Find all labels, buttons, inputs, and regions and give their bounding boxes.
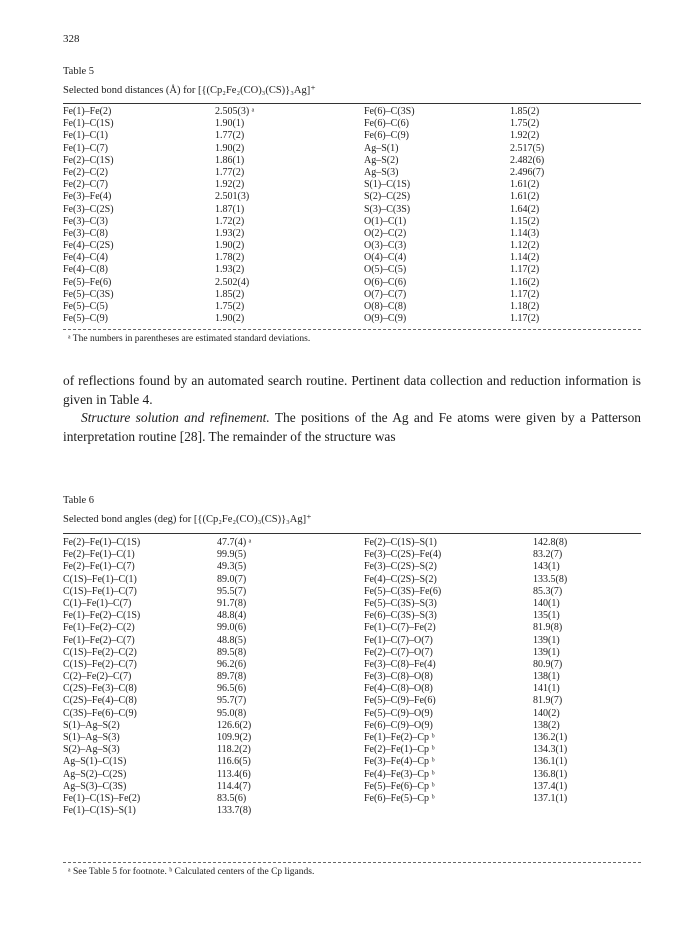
table5-cell: 1.77(2) [215,130,245,142]
table5-cell: 1.61(2) [510,179,540,191]
table6-cell: 91.7(8) [217,597,247,609]
table5-bottom-rule [63,329,641,330]
table6-row [63,659,641,671]
table5-cell: Fe(1)–C(1) [63,130,108,142]
table5-cell: Fe(1)–C(7) [63,142,108,154]
table5-cell: 2.501(3) [215,191,250,203]
table5-cell: 1.61(2) [510,191,540,203]
table5-cell: Ag–S(2) [364,154,399,166]
table6-row [63,781,641,793]
table6-cell: 118.2(2) [217,744,251,756]
table6-cell: Fe(2)–C(7)–O(7) [364,646,433,658]
table6-row [63,756,641,768]
table6-cell: Ag–S(1)–C(1S) [63,756,127,768]
table6-cell: C(2S)–Fe(4)–C(8) [63,695,137,707]
table6-row [63,695,641,707]
table6-cell: 135(1) [533,610,560,622]
table6-cell: 136.2(1) [533,732,568,743]
table5-footnote: ᵃ The numbers in parentheses are estimated standard deviations. [68,334,311,344]
table6-cell: 113.4(6) [217,768,251,780]
table6-cell: Fe(3)–C(2S)–Fe(4) [364,549,442,561]
table6-cell: Fe(5)–C(9)–O(9) [364,707,433,719]
table5-cell: O(5)–C(5) [364,264,407,276]
body-text [63,372,641,446]
table5-cell: 1.87(1) [215,203,245,215]
table5-cell: 1.92(2) [215,179,245,191]
table6-cell: Fe(1)–Fe(2)–Cp ᵇ [364,732,435,743]
table6-cell: Fe(2)–C(1S)–S(1) [364,537,437,548]
table6-row [63,574,641,586]
table6-cell: Fe(2)–Fe(1)–Cp ᵇ [364,744,435,756]
table5-row [63,313,641,325]
table6-cell: 96.5(6) [217,683,247,695]
table5-cell: O(1)–C(1) [364,215,407,227]
table6-cell: Fe(5)–Fe(6)–Cp ᵇ [364,780,435,792]
table5-row [63,216,641,228]
table6-cell: C(2S)–Fe(3)–C(8) [63,683,137,695]
table6-cell: 95.7(7) [217,695,247,707]
table6-cell: C(3S)–Fe(6)–C(9) [63,707,137,719]
table5-cell: Ag–S(3) [364,166,399,178]
table6-cell: Fe(6)–C(9)–O(9) [364,719,433,731]
table5-row [63,240,641,252]
table6-cell: 138(2) [533,719,560,731]
table6-cell: S(2)–Ag–S(3) [63,744,120,756]
table6-cell: Fe(1)–Fe(2)–C(2) [63,622,135,634]
table5-cell: 1.92(2) [510,130,540,142]
table5-label: Table 5 [63,66,95,77]
body-paragraph-2 [63,409,641,446]
table6-cell: Fe(5)–C(3S)–Fe(6) [364,585,442,597]
table6-row [63,549,641,561]
table6-cell: 89.7(8) [217,671,247,683]
table5-cell: 1.17(2) [510,264,540,276]
table5-cell: 1.93(2) [215,264,245,276]
table5-cell: Fe(3)–C(8) [63,227,108,239]
table6-row [63,769,641,781]
table6-cell: 114.4(7) [217,780,251,792]
table5-cell: Fe(6)–C(3S) [364,106,415,117]
table5-top-rule [63,103,641,104]
table5-cell: 1.86(1) [215,154,245,166]
table5-cell: Fe(2)–C(2) [63,166,108,178]
table6-row [63,720,641,732]
table6-cell: 133.7(8) [217,805,252,817]
table6-cell: 83.2(7) [533,549,563,561]
paragraph-text: The positions of the Ag and Fe atoms were given by a Patterson interpretation routine [28]. The remainder of the structure was [63,410,641,444]
table5-cell: Fe(2)–C(1S) [63,154,114,166]
table6-cell: Fe(1)–Fe(2)–C(7) [63,634,135,646]
table5-cell: O(9)–C(9) [364,313,407,325]
table5-row [63,191,641,203]
table6-cell: Fe(3)–C(8)–Fe(4) [364,658,436,670]
table6-cell: 116.6(5) [217,756,251,768]
table5-row [63,204,641,216]
table5-row [63,118,641,130]
table6-row [63,744,641,756]
table5-cell: 1.90(2) [215,240,245,252]
table6-cell: Fe(2)–Fe(1)–C(7) [63,561,135,573]
table6-cell: 140(1) [533,597,560,609]
table6-cell: 109.9(2) [217,732,252,743]
table6-cell: 136.8(1) [533,768,568,780]
table6-top-rule [63,533,641,534]
table5-row [63,228,641,240]
table6-cell: 80.9(7) [533,658,563,670]
table6-cell: 142.8(8) [533,537,568,548]
table6-bottom-rule [63,862,641,863]
table5-row [63,179,641,191]
table6-row [63,610,641,622]
table5-cell: 2.502(4) [215,276,250,288]
table5-cell: S(2)–C(2S) [364,191,411,203]
table5-cell: 1.90(2) [215,313,245,325]
table6-cell: 89.0(7) [217,573,247,585]
table5-cell: 1.14(2) [510,252,540,264]
table6-cell: Fe(6)–C(3S)–S(3) [364,610,437,622]
table6-row [63,537,641,549]
table6-cell: Fe(6)–Fe(5)–Cp ᵇ [364,792,435,804]
table5-cell: Fe(3)–C(3) [63,215,108,227]
table5-row [63,277,641,289]
table6-cell: Fe(3)–C(2S)–S(2) [364,561,437,573]
table5-row [63,252,641,264]
table6-cell: Fe(2)–Fe(1)–C(1) [63,549,135,561]
table6-cell: 48.8(5) [217,634,247,646]
table6-cell: Fe(2)–Fe(1)–C(1S) [63,537,141,548]
table5-cell: Fe(6)–C(6) [364,118,409,130]
table5-cell: Fe(5)–C(9) [63,313,108,325]
table5-cell: Fe(5)–Fe(6) [63,276,112,288]
table5-cell: Fe(4)–C(8) [63,264,108,276]
table6-cell: 96.2(6) [217,658,247,670]
table6-cell: Fe(1)–C(7)–Fe(2) [364,622,436,634]
table6-row [63,793,641,805]
table5-row [63,167,641,179]
table6-cell: 83.5(6) [217,792,247,804]
table5-cell: 1.14(3) [510,227,540,239]
table6-cell: Fe(5)–C(3S)–S(3) [364,597,437,609]
table6-cell: 99.9(5) [217,549,247,561]
table6-cell: Ag–S(3)–C(3S) [63,780,127,792]
table5-row [63,301,641,313]
table5-cell: Fe(5)–C(3S) [63,288,114,300]
table6-cell: Fe(1)–C(1S)–Fe(2) [63,792,141,804]
table6-cell: 99.0(6) [217,622,247,634]
table5-cell: S(3)–C(3S) [364,203,411,215]
table6-body [63,537,641,817]
section-heading: Structure solution and refinement. [81,410,270,425]
table6-cell: Fe(4)–Fe(3)–Cp ᵇ [364,768,435,780]
table6-row [63,635,641,647]
table6-row [63,586,641,598]
table5-row [63,155,641,167]
table5-row [63,289,641,301]
table5-cell: 1.75(2) [510,118,540,130]
table5-cell: O(6)–C(6) [364,276,407,288]
table5-cell: 1.85(2) [510,106,540,117]
table5-cell: Fe(4)–C(4) [63,252,108,264]
table6-cell: C(1S)–Fe(2)–C(2) [63,646,137,658]
table5-cell: 1.72(2) [215,215,245,227]
table5-cell: O(8)–C(8) [364,301,407,312]
table6-cell: Fe(4)–C(2S)–S(2) [364,573,437,585]
table5-cell: 1.16(2) [510,276,540,288]
table5-cell: 1.93(2) [215,227,245,239]
table5-cell: Fe(3)–Fe(4) [63,191,112,203]
table6-cell: 138(1) [533,671,560,683]
table6-cell: 49.3(5) [217,561,247,573]
table5-cell: 1.12(2) [510,240,540,252]
table6-row [63,683,641,695]
table6-cell: Fe(3)–Fe(4)–Cp ᵇ [364,756,435,768]
table6-cell: 139(1) [533,646,560,658]
table6-cell: 81.9(7) [533,695,563,707]
table6-cell: 95.0(8) [217,707,247,719]
table5-cell: 1.64(2) [510,203,540,215]
table6-cell: 143(1) [533,561,560,573]
table5-cell: Fe(5)–C(5) [63,301,108,312]
table5-cell: 1.17(2) [510,288,540,300]
table6-cell: C(1)–Fe(1)–C(7) [63,597,132,609]
table6-cell: C(1S)–Fe(1)–C(7) [63,585,137,597]
table5-cell: 1.18(2) [510,301,540,312]
table6-cell: C(1S)–Fe(2)–C(7) [63,658,137,670]
table6-cell: S(1)–Ag–S(2) [63,719,120,731]
table6-cell: 139(1) [533,634,560,646]
table6-cell: 48.8(4) [217,610,247,622]
table6-cell: C(2)–Fe(2)–C(7) [63,671,132,683]
table5-cell: Fe(4)–C(2S) [63,240,114,252]
table6-row [63,598,641,610]
table6-cell: S(1)–Ag–S(3) [63,732,120,743]
table5-cell: 2.496(7) [510,166,545,178]
table5-cell: Fe(1)–Fe(2) [63,106,112,117]
table6-cell: 81.9(8) [533,622,563,634]
table6-cell: Fe(1)–C(7)–O(7) [364,634,433,646]
body-paragraph-1: of reflections found by an automated search routine. Pertinent data collection and reduction information is given in Table 4. [63,373,641,407]
table6-footnote: ᵃ See Table 5 for footnote. ᵇ Calculated centers of the Cp ligands. [68,867,315,877]
table6-cell: 137.1(1) [533,792,568,804]
table5-cell: 1.77(2) [215,166,245,178]
table6-row [63,647,641,659]
page-number: 328 [63,33,80,45]
table5-caption: Selected bond distances (Å) for [{(Cp₂Fe₂(CO)₃(CS)}₃Ag]⁺ [63,85,316,96]
table5-cell: 2.517(5) [510,142,545,154]
table5-cell: 2.482(6) [510,154,545,166]
table5-cell: O(2)–C(2) [364,227,407,239]
table6-cell: 89.5(8) [217,646,247,658]
table6-cell: 134.3(1) [533,744,568,756]
table6-row [63,805,641,817]
table5-cell: 1.15(2) [510,215,540,227]
table6-row [63,622,641,634]
table6-cell: 133.5(8) [533,573,568,585]
table6-cell: 137.4(1) [533,780,568,792]
table6-cell: Fe(1)–Fe(2)–C(1S) [63,610,141,622]
table5-cell: Fe(2)–C(7) [63,179,108,191]
table5-cell: O(4)–C(4) [364,252,407,264]
table6-cell: Ag–S(2)–C(2S) [63,768,127,780]
table5-cell: O(7)–C(7) [364,288,407,300]
table6-cell: 95.5(7) [217,585,247,597]
table5-row [63,130,641,142]
table6-cell: 47.7(4) ᵃ [217,537,252,548]
table5-cell: 1.90(1) [215,118,245,130]
table5-row [63,106,641,118]
table5-cell: 2.505(3) ᵃ [215,106,255,117]
table5-row [63,143,641,155]
table5-cell: Ag–S(1) [364,142,399,154]
table5-cell: Fe(3)–C(2S) [63,203,114,215]
table6-cell: 136.1(1) [533,756,568,768]
table5-cell: S(1)–C(1S) [364,179,411,191]
table5-row [63,264,641,276]
table6-caption: Selected bond angles (deg) for [{(Cp₂Fe₂(CO)₃(CS)}₃Ag]⁺ [63,514,312,525]
table5-cell: Fe(1)–C(1S) [63,118,114,130]
table6-label: Table 6 [63,495,95,506]
table5-body [63,106,641,325]
table5-cell: 1.90(2) [215,142,245,154]
table6-cell: Fe(5)–C(9)–Fe(6) [364,695,436,707]
table6-row [63,671,641,683]
table6-cell: Fe(4)–C(8)–O(8) [364,683,433,695]
table6-cell: Fe(3)–C(8)–O(8) [364,671,433,683]
table6-cell: 141(1) [533,683,560,695]
table6-row [63,708,641,720]
table5-cell: 1.78(2) [215,252,245,264]
table6-row [63,561,641,573]
table6-cell: 126.6(2) [217,719,252,731]
table6-row [63,732,641,744]
table5-cell: Fe(6)–C(9) [364,130,409,142]
table6-cell: 85.3(7) [533,585,563,597]
table6-cell: Fe(1)–C(1S)–S(1) [63,805,136,817]
table5-cell: 1.17(2) [510,313,540,325]
table6-cell: C(1S)–Fe(1)–C(1) [63,573,137,585]
table5-cell: O(3)–C(3) [364,240,407,252]
table5-cell: 1.85(2) [215,288,245,300]
table6-cell: 140(2) [533,707,560,719]
table5-cell: 1.75(2) [215,301,245,312]
